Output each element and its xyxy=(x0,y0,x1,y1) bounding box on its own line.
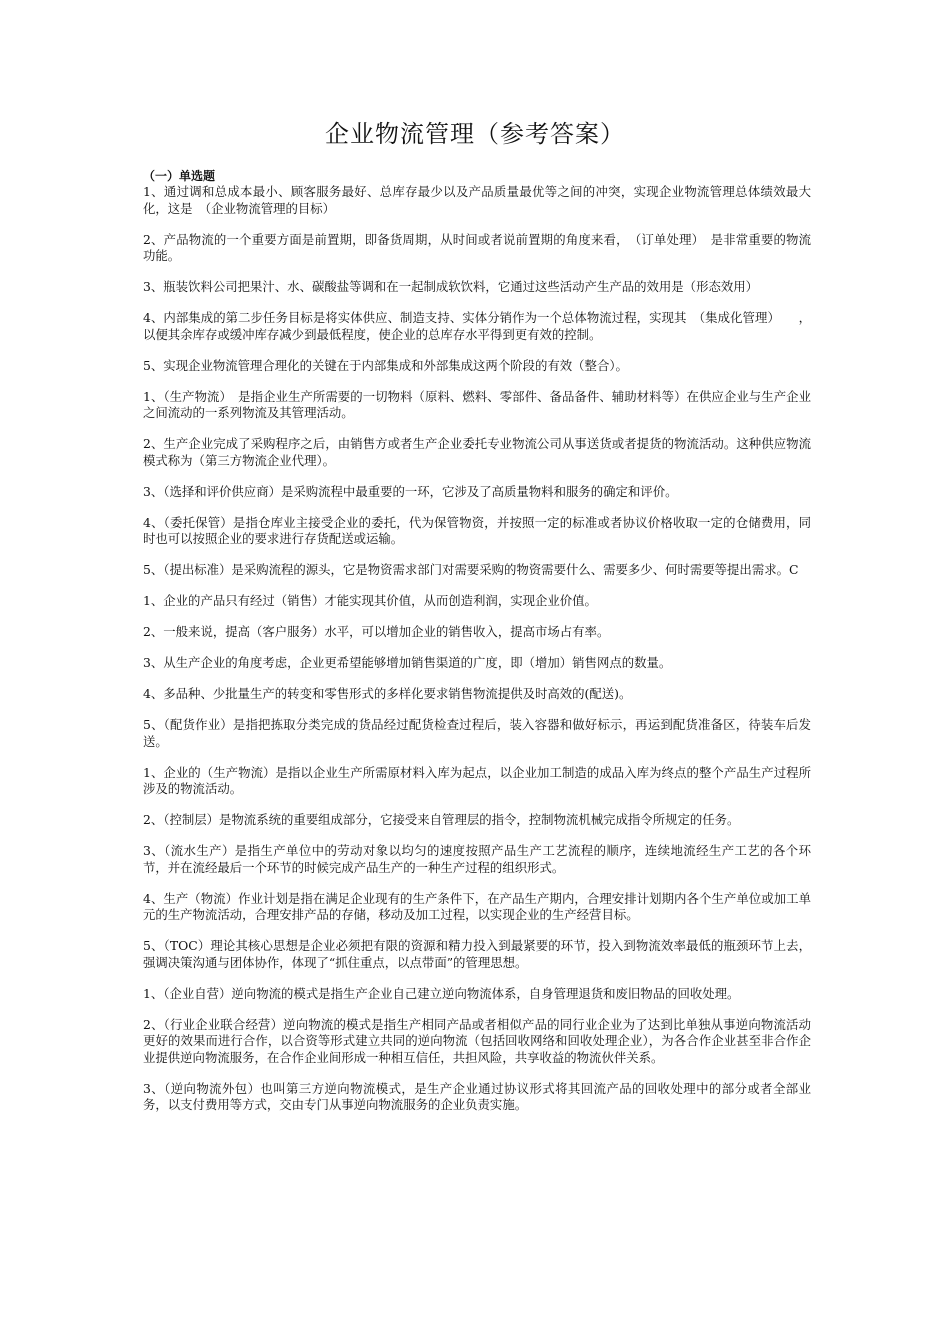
question-paragraph: 3、从生产企业的角度考虑，企业更希望能够增加销售渠道的广度，即（增加）销售网点的数量。 xyxy=(143,655,672,670)
question-paragraph: 5、（TOC）理论其核心思想是企业必须把有限的资源和精力投入到最紧要的环节，投入到物流效率最低的瓶颈环节上去，强调决策沟通与团体协作，体现了“抓住重点，以点带面”的管理思想。 xyxy=(143,938,811,970)
question-paragraph: 4、多品种、少批量生产的转变和零售形式的多样化要求销售物流提供及时高效的(配送)。 xyxy=(143,686,632,701)
question-paragraph: 1、（企业自营）逆向物流的模式是指生产企业自己建立逆向物流体系，自身管理退货和废旧物品的回收处理。 xyxy=(143,985,740,1001)
question-paragraph: 5、实现企业物流管理合理化的关键在于内部集成和外部集成这两个阶段的有效（整合）。 xyxy=(143,357,628,373)
question-paragraph: 1、（生产物流） 是指企业生产所需要的一切物料（原料、燃料、零部件、备品备件、辅助材料等）在供应企业与生产企业之间流动的一系列物流及其管理活动。 xyxy=(143,388,811,420)
question-paragraph: 1、企业的（生产物流）是指以企业生产所需原材料入库为起点，以企业加工制造的成品入库为终点的整个产品生产过程所涉及的物流活动。 xyxy=(143,764,811,796)
section-heading: （一）单选题 xyxy=(143,169,216,183)
question-paragraph: 3、瓶装饮料公司把果汁、水、碳酸盐等调和在一起制成软饮料，它通过这些活动产生产品的效用是（形态效用） xyxy=(143,279,759,294)
question-paragraph: 5、（配货作业）是指把拣取分类完成的货品经过配货检查过程后，装入容器和做好标示，再运到配货准备区，待装车后发送。 xyxy=(143,717,811,749)
question-paragraph: 4、（委托保管）是指仓库业主接受企业的委托，代为保管物资，并按照一定的标准或者协议价格收取一定的仓储费用，同时也可以按照企业的要求进行存货配送或运输。 xyxy=(143,514,811,546)
question-paragraph: 3、（逆向物流外包）也叫第三方逆向物流模式，是生产企业通过协议形式将其回流产品的回收处理中的部分或者全部业务，以支付费用等方式，交由专门从事逆向物流服务的企业负责实施。 xyxy=(143,1080,811,1112)
question-paragraph: 2、（行业企业联合经营）逆向物流的模式是指生产相同产品或者相似产品的同行业企业为了达到比单独从事逆向物流活动更好的效果而进行合作，以合资等形式建立共同的逆向物流（包括回收网络和回收处理企业），为各合作企业甚至非合作企业提供逆向物流服务，在合作企业间形成一种相互信任，共担风险，共享收益的物流伙伴关系。 xyxy=(143,1016,811,1065)
question-paragraph: 2、（控制层）是物流系统的重要组成部分，它接受来自管理层的指令，控制物流机械完成指令所规定的任务。 xyxy=(143,812,740,827)
question-paragraph: 4、生产（物流）作业计划是指在满足企业现有的生产条件下，在产品生产期内，合理安排计划期内各个生产单位或加工单元的生产物流活动，合理安排产品的存储，移动及加工过程，以实现企业的生产经营目标。 xyxy=(143,890,811,922)
document-title: 企业物流管理（参考答案） xyxy=(325,120,625,148)
question-paragraph: 3、（流水生产）是指生产单位中的劳动对象以均匀的速度按照产品生产工艺流程的顺序，连续地流经生产工艺的各个环节，并在流经最后一个环节的时候完成产品生产的一种生产过程的组织形式。 xyxy=(143,843,811,875)
question-paragraph: 1、企业的产品只有经过（销售）才能实现其价值，从而创造利润，实现企业价值。 xyxy=(143,593,597,608)
question-paragraph: 3、（选择和评价供应商）是采购流程中最重要的一环，它涉及了高质量物料和服务的确定和评价。 xyxy=(143,483,678,499)
question-paragraph: 5、（提出标准）是采购流程的源头，它是物资需求部门对需要采购的物资需要什么、需要多少、何时需要等提出需求。C xyxy=(143,562,799,577)
question-paragraph: 4、内部集成的第二步任务目标是将实体供应、制造支持、实体分销作为一个总体物流过程，实现其 （集成化管理） ，以便其余库存或缓冲库存减少到最低程度，使企业的总库存水平得到更有效的控制。 xyxy=(143,310,811,342)
question-paragraph: 1、通过调和总成本最小、顾客服务最好、总库存最少以及产品质量最优等之间的冲突，实现企业物流管理总体绩效最大化，这是 （企业物流管理的目标） xyxy=(143,184,811,216)
question-paragraph: 2、生产企业完成了采购程序之后，由销售方或者生产企业委托专业物流公司从事送货或者提货的物流活动。这种供应物流模式称为（第三方物流企业代理）。 xyxy=(143,436,811,468)
question-paragraph: 2、一般来说，提高（客户服务）水平，可以增加企业的销售收入，提高市场占有率。 xyxy=(143,624,610,639)
question-paragraph: 2、产品物流的一个重要方面是前置期，即备货周期，从时间或者说前置期的角度来看， （订单处理） 是非常重要的物流功能。 xyxy=(143,231,811,263)
document-body xyxy=(143,168,811,1128)
